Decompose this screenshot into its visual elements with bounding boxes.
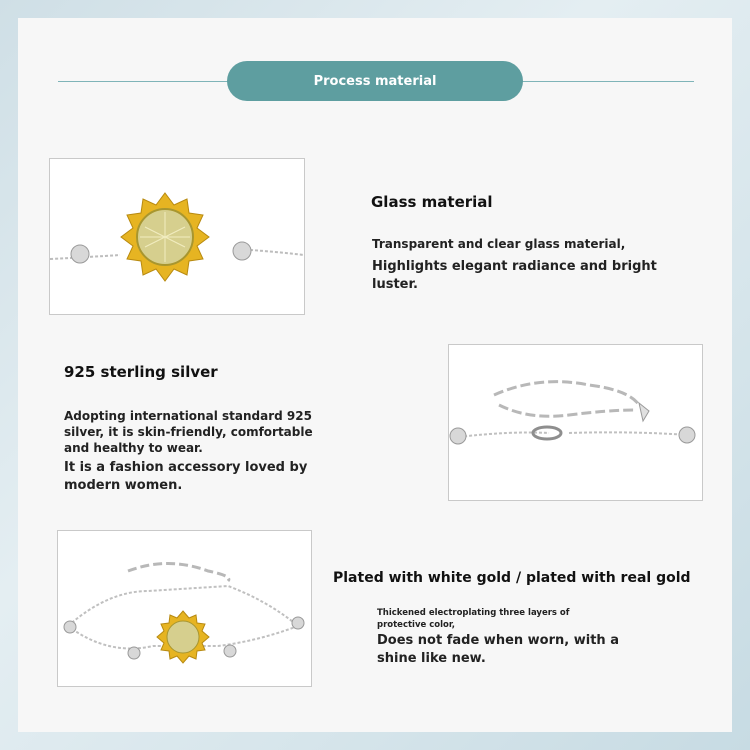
section-title-plating: Plated with white gold / plated with real gold [333,570,691,586]
header-pill: Process material [227,61,523,101]
section-title-silver: 925 sterling silver [64,363,218,381]
section-detail-glass: Highlights elegant radiance and bright luster. [372,259,657,292]
section-detail-silver: It is a fashion accessory loved by modern women. [64,460,308,493]
sunflower-bracelet-image [50,159,304,314]
header-divider-left [58,81,228,82]
section-desc-plating: Thickened electroplating three layers of protective color, [377,608,570,630]
product-photo-bracelet [57,530,312,687]
full-bracelet-image [58,531,311,686]
header-divider-right [522,81,694,82]
section-detail-plating: Does not fade when worn, with a shine like new. [377,633,619,666]
product-photo-clasp [448,344,703,501]
chain-clasp-image [449,345,702,500]
section-desc-glass: Transparent and clear glass material, [372,237,626,251]
section-title-glass: Glass material [371,193,493,211]
section-desc-silver: Adopting international standard 925 silver, it is skin-friendly, comfortable and healthy to wear. [64,409,313,455]
product-photo-sunflower [49,158,305,315]
